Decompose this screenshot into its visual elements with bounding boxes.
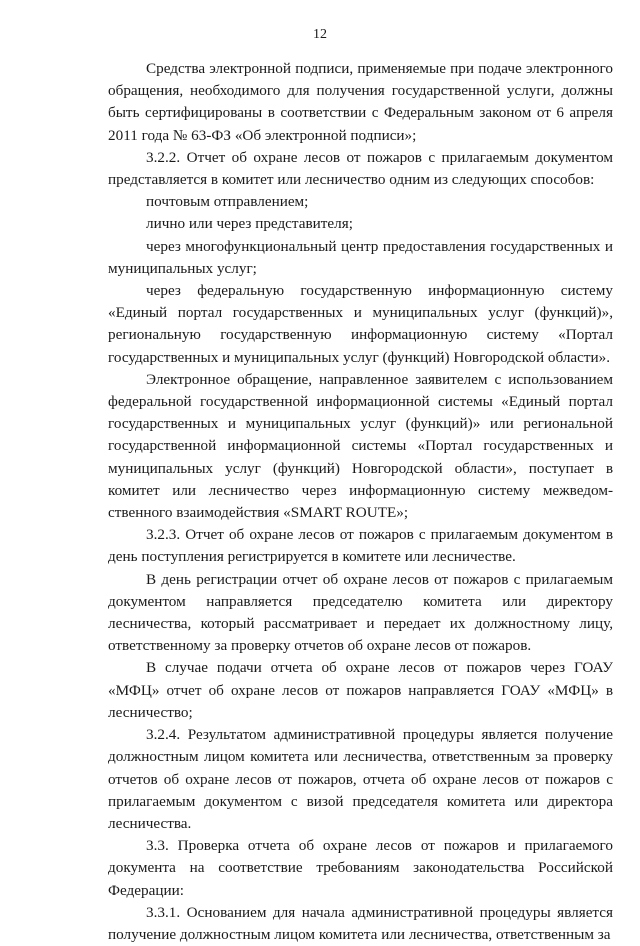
paragraph-mfc-submission: В случае подачи отчета об охране лесов от пожаров через ГОАУ «МФЦ» отчет об охране лесов от пожаров направляется ГОАУ «МФЦ» в лесничество;	[108, 659, 613, 721]
list-item-by-mail: почтовым отправлением;	[146, 193, 309, 211]
document-body	[108, 58, 613, 946]
list-item-in-person: лично или через представителя;	[146, 215, 353, 233]
paragraph-3-2-3: 3.2.3. Отчет об охране лесов от пожаров с прилагаемым документом в день поступления регистрируется в комитете или лесничестве.	[108, 526, 613, 566]
page-number: 12	[313, 27, 327, 42]
paragraph-3-3: 3.3. Проверка отчета об охране лесов от пожаров и прилагаемого документа на соответствие требованиям законодательства Российской Федерации:	[108, 837, 613, 899]
paragraph-3-2-4: 3.2.4. Результатом административной процедуры является получение должностным лицом комитета или лесничества, ответственным за проверку отчетов об охране лесов от пожаров, отчета об охране лесов от пожаров с прилагаемым документом с визой председателя комитета или директора лесничества.	[108, 726, 613, 832]
paragraph-3-3-1: 3.3.1. Основанием для начала административной процедуры является получение должностным лицом комитета или лесничества, ответственным за	[108, 903, 613, 943]
list-item-portal: через федеральную государственную информационную систему «Единый портал государственных и муниципальных услуг (функций)», региональную государственную информационную систему «Портал государственных и муниципальных услуг (функций) Новгородской области».	[108, 282, 613, 366]
paragraph-3-2-2: 3.2.2. Отчет об охране лесов от пожаров с прилагаемым документом представляется в комитет или лесничество одним из следующих способов:	[108, 148, 613, 189]
list-item-mfc: через многофункциональный центр предоставления государственных и муниципальных услуг;	[108, 237, 613, 277]
paragraph-electronic-request: Электронное обращение, направленное заявителем с использованием федеральной государственной информационной системы «Единый портал государственных и муниципальных услуг (функций)» или региональной государственной информационной системы «Портал государственных и муниципальных услуг (функций) Новгородской области», поступает в комитет или лесничество через информационную систему межведомственного взаимодействия «SMART ROUTE»;	[108, 370, 613, 522]
paragraph-registration-day: В день регистрации отчет об охране лесов от пожаров с прилагаемым документом направляется председателю комитета или директору лесничества, который рассматривает и передает их должностному лицу, ответственному за проверку отчетов об охране лесов от пожаров.	[108, 570, 613, 655]
paragraph-signature-requirements: Средства электронной подписи, применяемые при подаче электронного обращения, необходимого для получения государственной услуги, должны быть сертифицированы в соответствии с Федеральным законом от 6 апреля 2011 года № 63-ФЗ «Об электронной подписи»;	[108, 60, 613, 144]
